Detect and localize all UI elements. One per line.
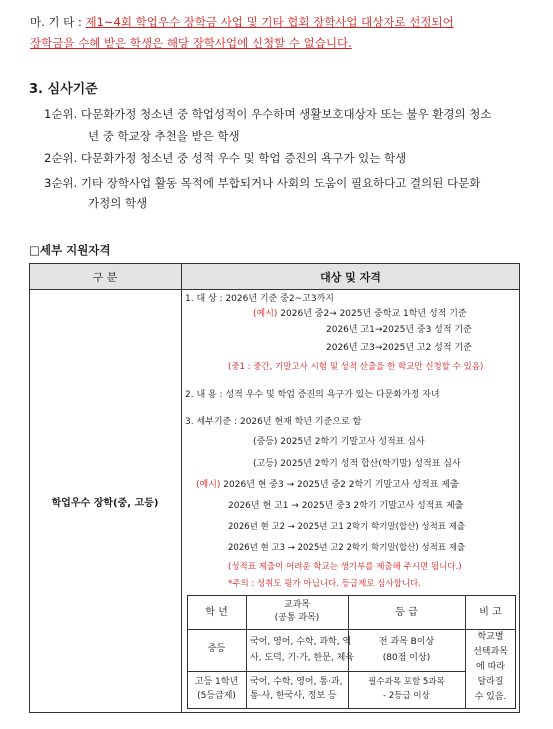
note-cell: 선택과목 — [473, 647, 508, 657]
target-line: 1. 대 상 : 2026년 기준 중2~고3까지 — [185, 294, 334, 304]
criteria-text: 다문화가정 청소년 중 학업성적이 우수하며 생활보호대상자 또는 불우 환경의 청소 — [80, 107, 492, 121]
example-line — [253, 306, 467, 319]
row-rank: (80점 이상) — [382, 653, 431, 663]
note-cell: 수 있음. — [474, 692, 507, 702]
example-line: 2026년 현 고1 → 2025년 중3 2학기 기말고사 성적표 제출 — [228, 501, 464, 511]
criteria-rank: 3순위. — [44, 176, 78, 190]
section-title: 3. 심사기준 — [29, 82, 98, 97]
middle-school-note: (중1 : 중간, 기말고사 시험 및 성적 산출을 한 학교만 신청할 수 있음) — [228, 362, 484, 372]
col-subjects-header: 교과목 — [283, 600, 311, 610]
row-subjects: 국어, 수학, 영어, 통·과, — [250, 677, 343, 687]
example-text: 2026년 중2→ 2025년 중학교 1학년 성적 기준 — [280, 309, 467, 319]
note-line-1: 제1~4회 학업우수 장학금 사업 및 기타 협회 장학사업 대상자로 선정되어 — [85, 15, 454, 29]
row-grade: 고등 1학년 — [194, 677, 239, 687]
row-subjects: 사, 도덕, 기·가, 한문, 체육 — [250, 653, 354, 663]
note-cell: 에 따라 — [476, 662, 505, 672]
details-title: □세부 지원자격 — [29, 243, 111, 257]
example-tag: (예시) — [196, 480, 221, 490]
row-label: 학업우수 장학(중, 고등) — [51, 498, 159, 509]
row-subjects: 통·사, 한국사, 정보 등 — [250, 691, 337, 701]
example-line: 2026년 현 고3 → 2025년 고2 2학기 학기말(합산) 성적표 제출 — [228, 543, 466, 553]
note-label: 마. 기 타 : — [30, 15, 82, 29]
criteria-item-2 — [44, 150, 406, 166]
row-grade: 중등 — [207, 644, 226, 654]
divider — [29, 289, 520, 290]
criteria-rank: 2순위. — [44, 151, 78, 165]
warning-note: *주의 : 성취도 평가 아닙니다. 등급제로 심사합니다. — [228, 579, 421, 589]
header-category: 구 분 — [92, 271, 118, 284]
criteria-text: 기타 장학사업 활동 목적에 부합되거나 사회의 도움이 필요하다고 결의된 다문화 — [80, 176, 481, 190]
criteria-text: 다문화가정 청소년 중 성적 우수 및 학업 증진의 욕구가 있는 학생 — [80, 151, 407, 165]
col-subjects-subheader: (공통 과목) — [274, 613, 320, 623]
example-tag: (예시) — [253, 309, 278, 319]
example-line: 2026년 고1→2025년 중3 성적 기준 — [326, 325, 472, 335]
criteria-item-3 — [44, 175, 480, 191]
col-note-header: 비 고 — [479, 607, 502, 618]
divider — [181, 263, 182, 713]
transcript-note: (성적표 제출이 어려운 학교는 생기부를 제출해 주시면 됩니다.) — [228, 562, 462, 572]
example-line — [196, 477, 459, 490]
criteria-text-cont: 가정의 학생 — [88, 196, 148, 210]
example-line: 2026년 현 고2 → 2025년 고1 2학기 학기말(합산) 성적표 제출 — [228, 522, 466, 532]
col-grade-header: 학 년 — [205, 607, 228, 618]
divider — [187, 629, 516, 630]
criteria-detail: (고등) 2025년 2학기 성적 합산(학기말) 성적표 심사 — [253, 459, 461, 469]
criteria-item-1 — [44, 106, 491, 122]
criteria-line: 3. 세부기준 : 2026년 현재 학년 기준으로 함 — [185, 417, 362, 427]
example-line: 2026년 고3→2025년 고2 성적 기준 — [326, 343, 472, 353]
content-line: 2. 내 용 : 성적 우수 및 학업 증진의 욕구가 있는 다문화가정 자녀 — [185, 390, 440, 400]
divider — [187, 671, 465, 672]
row-subjects: 국어, 영어, 수학, 과학, 역 — [250, 637, 352, 647]
criteria-detail: (중등) 2025년 2학기 기말고사 성적표 심사 — [253, 437, 425, 447]
criteria-text-cont: 년 중 학교장 추천을 받은 학생 — [88, 129, 240, 143]
header-target: 대상 및 자격 — [320, 271, 381, 284]
row-grade: (5등급제) — [197, 691, 236, 701]
note-cell: 학교별 — [477, 632, 504, 642]
note-block — [30, 14, 454, 30]
criteria-rank: 1순위. — [44, 107, 78, 121]
row-rank: 필수과목 포함 5과목 — [368, 677, 445, 687]
row-rank: 전 과목 B이상 — [378, 637, 435, 647]
row-rank: - 2등급 이상 — [383, 691, 430, 701]
note-line-2: 장학금을 수혜 받은 학생은 해당 장학사업에 신청할 수 없습니다. — [30, 36, 352, 50]
example-text: 2026년 현 중3 → 2025년 중2 2학기 기말고사 성적표 제출 — [223, 480, 459, 490]
note-cell: 달라질 — [477, 677, 504, 687]
col-rank-header: 등 급 — [395, 607, 418, 618]
